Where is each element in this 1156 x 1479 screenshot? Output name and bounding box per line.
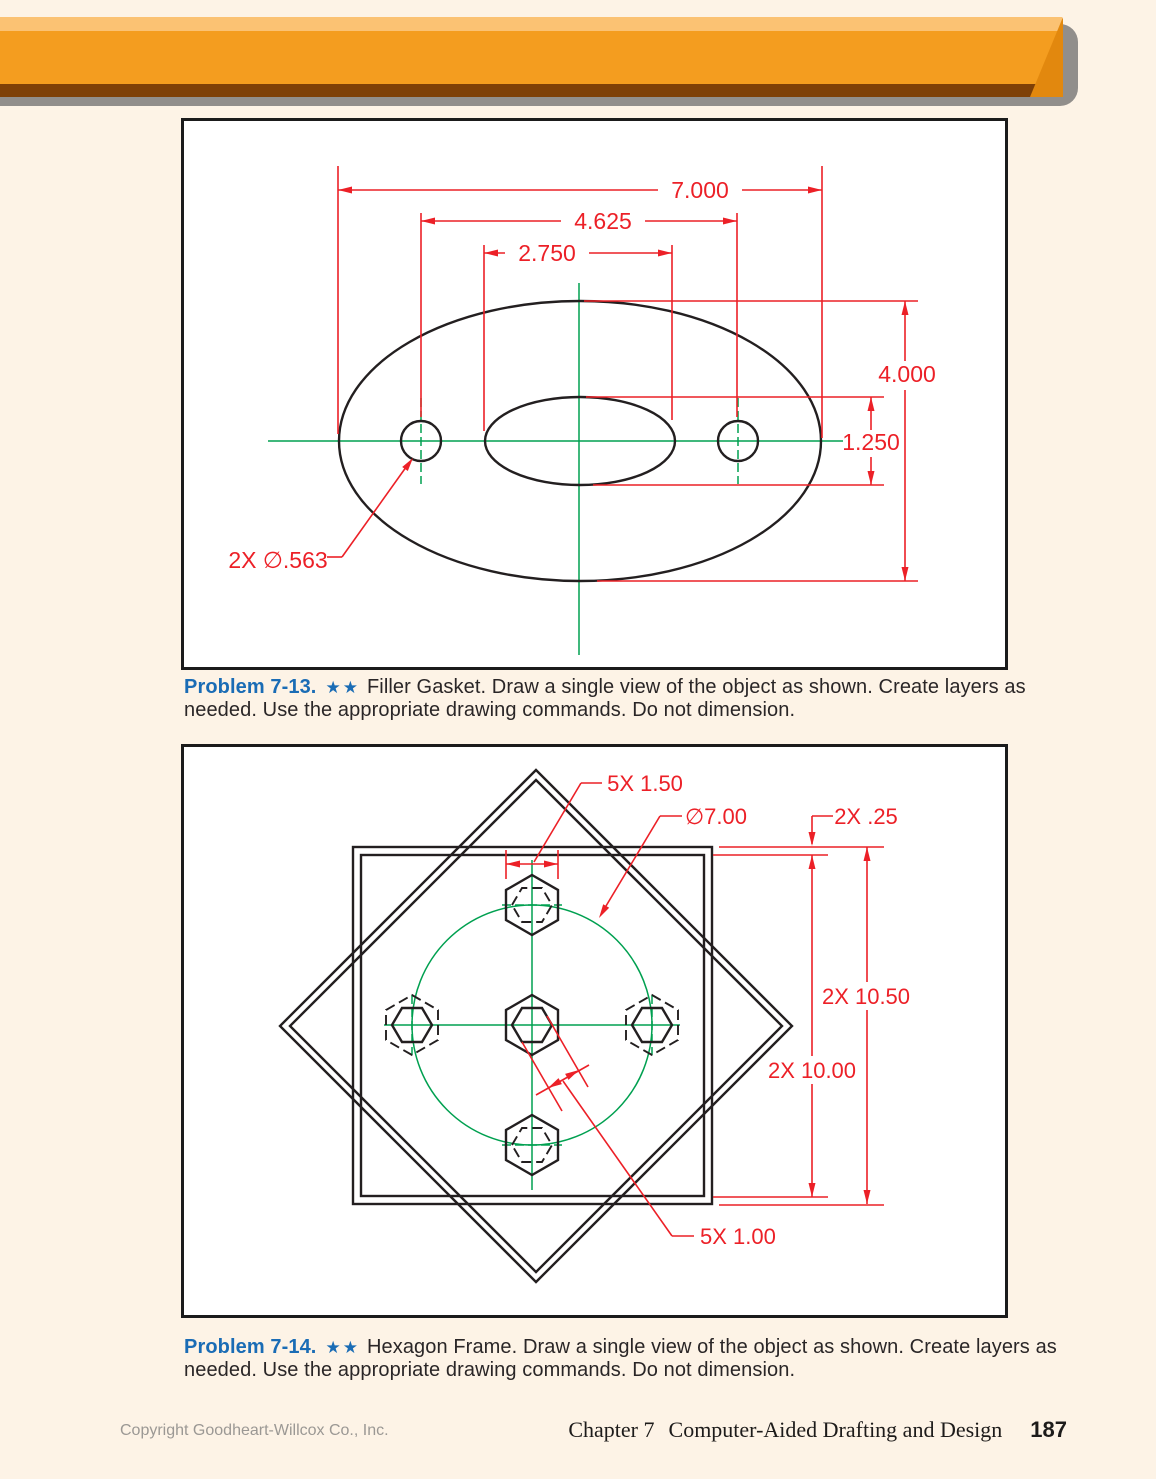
caption-line1: Filler Gasket. Draw a single view of the object as shown. Create layers as — [366, 676, 1026, 698]
figure-7-13-filler-gasket — [181, 118, 1008, 670]
dim-label-7000: 7.000 — [671, 177, 729, 203]
caption-line2: needed. Use the appropriate drawing commands. Do not dimension. — [184, 699, 796, 721]
problem-7-14-label: Problem 7-14. — [184, 1336, 317, 1358]
caption-line2: needed. Use the appropriate drawing commands. Do not dimension. — [184, 1359, 796, 1381]
difficulty-stars: ★★ — [325, 1338, 360, 1357]
dim-slot-width — [484, 240, 672, 431]
dim-label-d700: ∅7.00 — [685, 804, 747, 829]
leader-bolt-circle — [599, 804, 747, 918]
extension-lines — [713, 847, 884, 1205]
dim-label-hole-note: 2X ∅.563 — [228, 547, 328, 573]
filler-gasket-drawing — [184, 121, 1005, 667]
dim-label-2x1050: 2X 10.50 — [821, 984, 911, 1009]
hexagon-frame-drawing — [184, 747, 1005, 1315]
difficulty-stars: ★★ — [325, 678, 360, 697]
header-bar-highlight — [0, 17, 1062, 31]
dim-label-2x25: 2X .25 — [834, 804, 898, 829]
caption-problem-7-14 — [184, 1336, 1057, 1382]
caption-problem-7-13 — [184, 676, 1026, 722]
dim-label-5x150: 5X 1.50 — [607, 771, 683, 796]
dim-label-4625: 4.625 — [574, 208, 632, 234]
caption-line1: Hexagon Frame. Draw a single view of the object as shown. Create layers as — [366, 1336, 1057, 1358]
dim-label-1250: 1.250 — [842, 429, 900, 455]
chapter-title — [568, 1417, 1002, 1443]
dim-label-5x100: 5X 1.00 — [700, 1224, 776, 1249]
square-frames — [280, 770, 792, 1282]
dim-label-2x1000: 2X 10.00 — [767, 1058, 857, 1083]
header-bar — [0, 31, 1058, 84]
chapter-name: Computer-Aided Drafting and Design — [668, 1417, 1003, 1442]
centerlines — [268, 283, 843, 655]
dim-frame-offset — [809, 804, 898, 846]
dim-outer-size — [822, 847, 910, 1204]
page-number: 187 — [1030, 1417, 1067, 1442]
figure-7-14-hexagon-frame — [181, 744, 1008, 1318]
bolt-circle-and-centerlines — [384, 860, 680, 1190]
header-bar-underside — [0, 84, 1062, 97]
footer-right — [568, 1417, 1067, 1443]
leader-hole-diameter — [228, 458, 413, 573]
dim-label-2750: 2.750 — [518, 240, 576, 266]
chapter-number: Chapter 7 — [568, 1417, 655, 1442]
copyright-notice: Copyright Goodheart-Willcox Co., Inc. — [120, 1422, 389, 1439]
dim-label-4000: 4.000 — [878, 361, 936, 387]
problem-7-13-label: Problem 7-13. — [184, 676, 317, 698]
rotated-square-inner — [290, 780, 782, 1272]
